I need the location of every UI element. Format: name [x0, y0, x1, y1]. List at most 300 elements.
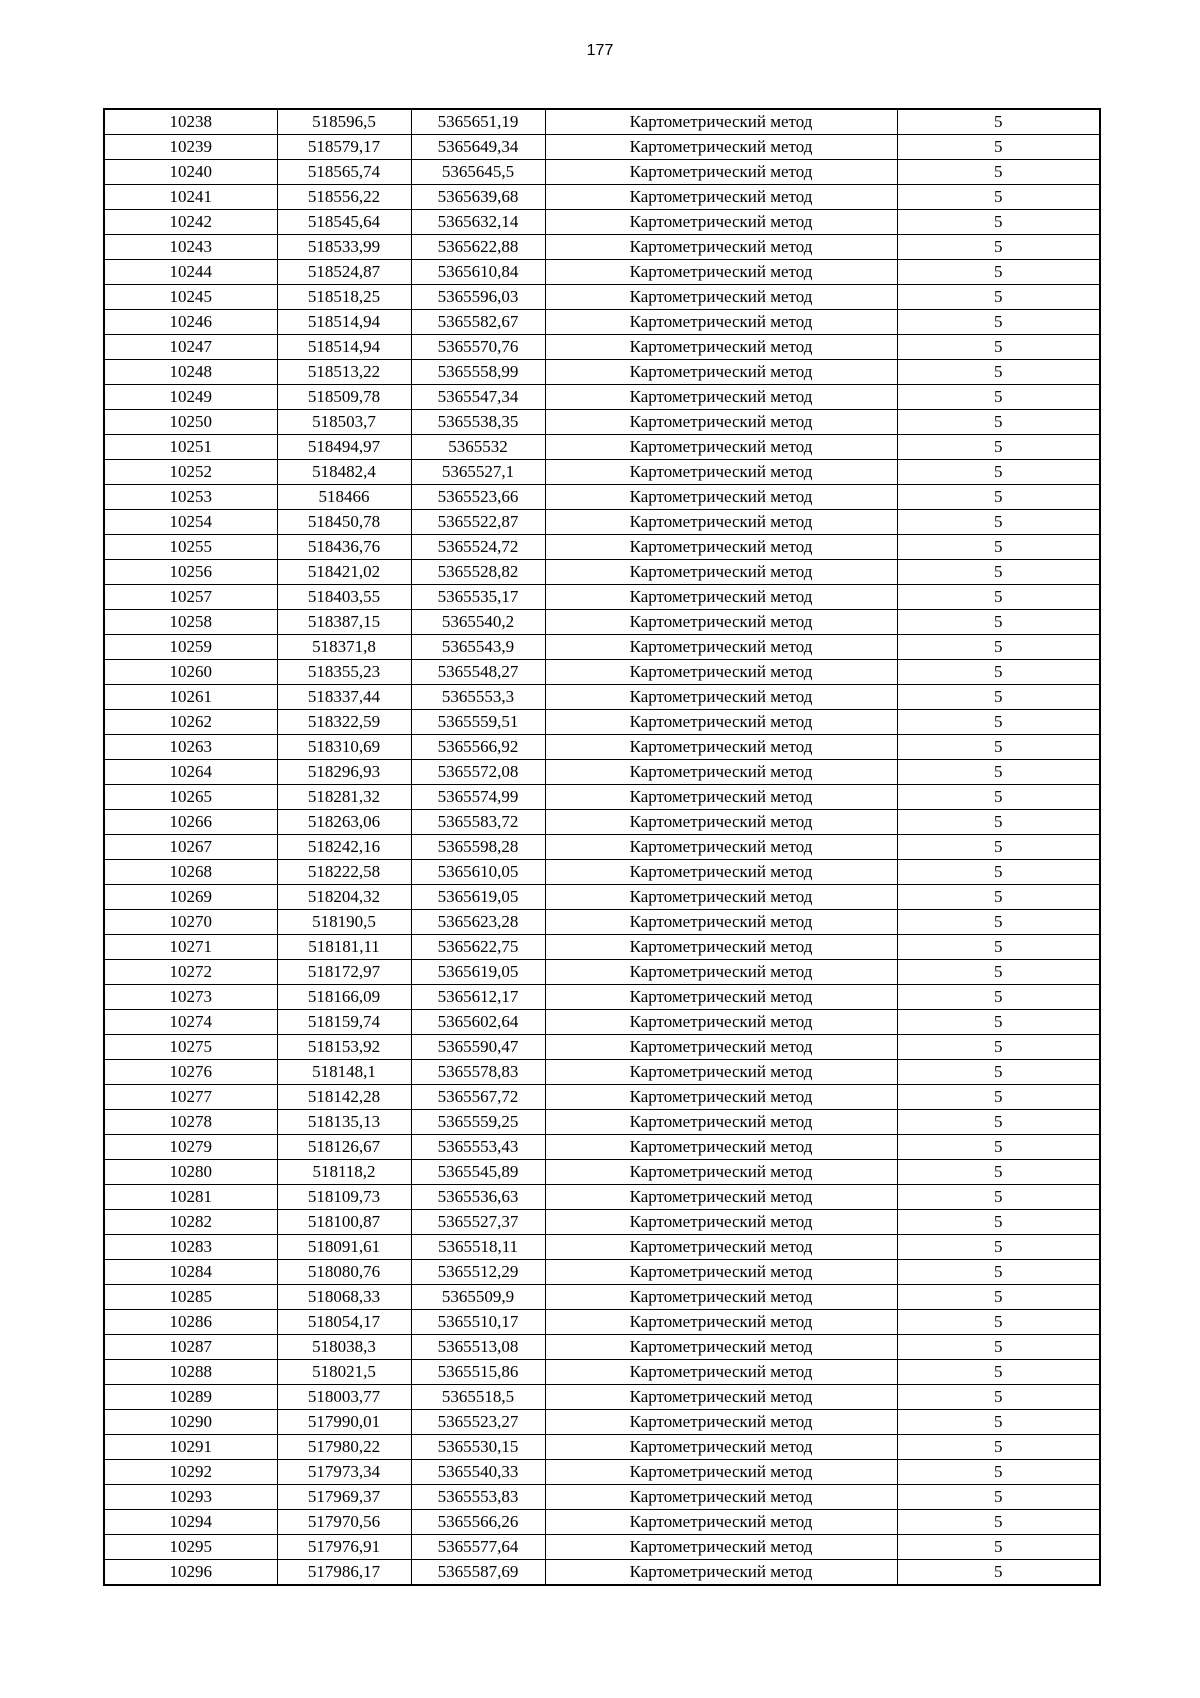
- method-cell: Картометрический метод: [545, 260, 897, 285]
- method-cell: Картометрический метод: [545, 835, 897, 860]
- y-coordinate-cell: 5365547,34: [411, 385, 545, 410]
- accuracy-cell: 5: [897, 185, 1100, 210]
- method-cell: Картометрический метод: [545, 1010, 897, 1035]
- x-coordinate-cell: 518421,02: [277, 560, 411, 585]
- y-coordinate-cell: 5365583,72: [411, 810, 545, 835]
- x-coordinate-cell: 518514,94: [277, 335, 411, 360]
- accuracy-cell: 5: [897, 685, 1100, 710]
- method-cell: Картометрический метод: [545, 510, 897, 535]
- x-coordinate-cell: 518509,78: [277, 385, 411, 410]
- method-cell: Картометрический метод: [545, 535, 897, 560]
- point-number-cell: 10249: [104, 385, 277, 410]
- accuracy-cell: 5: [897, 1410, 1100, 1435]
- table-row: [104, 109, 1100, 135]
- x-coordinate-cell: 518135,13: [277, 1110, 411, 1135]
- point-number-cell: 10252: [104, 460, 277, 485]
- y-coordinate-cell: 5365582,67: [411, 310, 545, 335]
- method-cell: Картометрический метод: [545, 1285, 897, 1310]
- method-cell: Картометрический метод: [545, 685, 897, 710]
- method-cell: Картометрический метод: [545, 1085, 897, 1110]
- method-cell: Картометрический метод: [545, 1160, 897, 1185]
- point-number-cell: 10295: [104, 1535, 277, 1560]
- point-number-cell: 10238: [104, 109, 277, 135]
- x-coordinate-cell: 518054,17: [277, 1310, 411, 1335]
- method-cell: Картометрический метод: [545, 485, 897, 510]
- accuracy-cell: 5: [897, 1360, 1100, 1385]
- accuracy-cell: 5: [897, 1160, 1100, 1185]
- method-cell: Картометрический метод: [545, 785, 897, 810]
- accuracy-cell: 5: [897, 1310, 1100, 1335]
- method-cell: Картометрический метод: [545, 760, 897, 785]
- table-row: [104, 485, 1100, 510]
- table-row: [104, 1410, 1100, 1435]
- table-row: [104, 810, 1100, 835]
- accuracy-cell: 5: [897, 835, 1100, 860]
- accuracy-cell: 5: [897, 1335, 1100, 1360]
- table-row: [104, 785, 1100, 810]
- point-number-cell: 10280: [104, 1160, 277, 1185]
- method-cell: Картометрический метод: [545, 285, 897, 310]
- y-coordinate-cell: 5365548,27: [411, 660, 545, 685]
- point-number-cell: 10259: [104, 635, 277, 660]
- point-number-cell: 10268: [104, 860, 277, 885]
- method-cell: Картометрический метод: [545, 1535, 897, 1560]
- x-coordinate-cell: 518355,23: [277, 660, 411, 685]
- y-coordinate-cell: 5365510,17: [411, 1310, 545, 1335]
- table-row: [104, 1460, 1100, 1485]
- y-coordinate-cell: 5365523,27: [411, 1410, 545, 1435]
- point-number-cell: 10293: [104, 1485, 277, 1510]
- point-number-cell: 10242: [104, 210, 277, 235]
- point-number-cell: 10269: [104, 885, 277, 910]
- y-coordinate-cell: 5365512,29: [411, 1260, 545, 1285]
- y-coordinate-cell: 5365570,76: [411, 335, 545, 360]
- accuracy-cell: 5: [897, 785, 1100, 810]
- method-cell: Картометрический метод: [545, 710, 897, 735]
- method-cell: Картометрический метод: [545, 610, 897, 635]
- x-coordinate-cell: 518091,61: [277, 1235, 411, 1260]
- table-row: [104, 460, 1100, 485]
- table-row: [104, 660, 1100, 685]
- table-row: [104, 1035, 1100, 1060]
- method-cell: Картометрический метод: [545, 385, 897, 410]
- x-coordinate-cell: 518450,78: [277, 510, 411, 535]
- accuracy-cell: 5: [897, 385, 1100, 410]
- method-cell: Картометрический метод: [545, 1135, 897, 1160]
- table-row: [104, 310, 1100, 335]
- accuracy-cell: 5: [897, 960, 1100, 985]
- point-number-cell: 10265: [104, 785, 277, 810]
- point-number-cell: 10289: [104, 1385, 277, 1410]
- method-cell: Картометрический метод: [545, 109, 897, 135]
- method-cell: Картометрический метод: [545, 310, 897, 335]
- y-coordinate-cell: 5365509,9: [411, 1285, 545, 1310]
- method-cell: Картометрический метод: [545, 1185, 897, 1210]
- table-row: [104, 1385, 1100, 1410]
- table-row: [104, 835, 1100, 860]
- y-coordinate-cell: 5365577,64: [411, 1535, 545, 1560]
- table-row: [104, 1510, 1100, 1535]
- accuracy-cell: 5: [897, 460, 1100, 485]
- x-coordinate-cell: 518263,06: [277, 810, 411, 835]
- table-row: [104, 360, 1100, 385]
- accuracy-cell: 5: [897, 1210, 1100, 1235]
- table-row: [104, 1485, 1100, 1510]
- y-coordinate-cell: 5365578,83: [411, 1060, 545, 1085]
- y-coordinate-cell: 5365574,99: [411, 785, 545, 810]
- table-row: [104, 1185, 1100, 1210]
- y-coordinate-cell: 5365553,83: [411, 1485, 545, 1510]
- table-row: [104, 1160, 1100, 1185]
- method-cell: Картометрический метод: [545, 460, 897, 485]
- method-cell: Картометрический метод: [545, 1260, 897, 1285]
- point-number-cell: 10258: [104, 610, 277, 635]
- y-coordinate-cell: 5365649,34: [411, 135, 545, 160]
- accuracy-cell: 5: [897, 810, 1100, 835]
- x-coordinate-cell: 517990,01: [277, 1410, 411, 1435]
- x-coordinate-cell: 518142,28: [277, 1085, 411, 1110]
- accuracy-cell: 5: [897, 1260, 1100, 1285]
- table-row: [104, 260, 1100, 285]
- y-coordinate-cell: 5365553,3: [411, 685, 545, 710]
- method-cell: Картометрический метод: [545, 1410, 897, 1435]
- table-row: [104, 885, 1100, 910]
- accuracy-cell: 5: [897, 635, 1100, 660]
- x-coordinate-cell: 518513,22: [277, 360, 411, 385]
- y-coordinate-cell: 5365622,75: [411, 935, 545, 960]
- y-coordinate-cell: 5365559,25: [411, 1110, 545, 1135]
- y-coordinate-cell: 5365612,17: [411, 985, 545, 1010]
- table-row: [104, 560, 1100, 585]
- accuracy-cell: 5: [897, 985, 1100, 1010]
- method-cell: Картометрический метод: [545, 635, 897, 660]
- x-coordinate-cell: 518503,7: [277, 410, 411, 435]
- x-coordinate-cell: 518100,87: [277, 1210, 411, 1235]
- y-coordinate-cell: 5365572,08: [411, 760, 545, 785]
- table-row: [104, 185, 1100, 210]
- y-coordinate-cell: 5365559,51: [411, 710, 545, 735]
- method-cell: Картометрический метод: [545, 810, 897, 835]
- table-row: [104, 1335, 1100, 1360]
- method-cell: Картометрический метод: [545, 210, 897, 235]
- point-number-cell: 10264: [104, 760, 277, 785]
- table-row: [104, 435, 1100, 460]
- accuracy-cell: 5: [897, 285, 1100, 310]
- point-number-cell: 10288: [104, 1360, 277, 1385]
- x-coordinate-cell: 518181,11: [277, 935, 411, 960]
- accuracy-cell: 5: [897, 435, 1100, 460]
- x-coordinate-cell: 518222,58: [277, 860, 411, 885]
- x-coordinate-cell: 518126,67: [277, 1135, 411, 1160]
- x-coordinate-cell: 518148,1: [277, 1060, 411, 1085]
- method-cell: Картометрический метод: [545, 1435, 897, 1460]
- accuracy-cell: 5: [897, 1010, 1100, 1035]
- point-number-cell: 10246: [104, 310, 277, 335]
- point-number-cell: 10251: [104, 435, 277, 460]
- y-coordinate-cell: 5365590,47: [411, 1035, 545, 1060]
- method-cell: Картометрический метод: [545, 935, 897, 960]
- x-coordinate-cell: 518153,92: [277, 1035, 411, 1060]
- accuracy-cell: 5: [897, 1085, 1100, 1110]
- table-row: [104, 610, 1100, 635]
- point-number-cell: 10278: [104, 1110, 277, 1135]
- y-coordinate-cell: 5365632,14: [411, 210, 545, 235]
- point-number-cell: 10244: [104, 260, 277, 285]
- y-coordinate-cell: 5365543,9: [411, 635, 545, 660]
- y-coordinate-cell: 5365540,2: [411, 610, 545, 635]
- x-coordinate-cell: 518403,55: [277, 585, 411, 610]
- accuracy-cell: 5: [897, 1110, 1100, 1135]
- accuracy-cell: 5: [897, 310, 1100, 335]
- table-row: [104, 1235, 1100, 1260]
- accuracy-cell: 5: [897, 1135, 1100, 1160]
- method-cell: Картометрический метод: [545, 735, 897, 760]
- x-coordinate-cell: 518003,77: [277, 1385, 411, 1410]
- y-coordinate-cell: 5365645,5: [411, 160, 545, 185]
- accuracy-cell: 5: [897, 260, 1100, 285]
- accuracy-cell: 5: [897, 1060, 1100, 1085]
- y-coordinate-cell: 5365538,35: [411, 410, 545, 435]
- accuracy-cell: 5: [897, 885, 1100, 910]
- accuracy-cell: 5: [897, 1535, 1100, 1560]
- table-row: [104, 1210, 1100, 1235]
- accuracy-cell: 5: [897, 1560, 1100, 1586]
- y-coordinate-cell: 5365639,68: [411, 185, 545, 210]
- accuracy-cell: 5: [897, 610, 1100, 635]
- method-cell: Картометрический метод: [545, 1360, 897, 1385]
- accuracy-cell: 5: [897, 760, 1100, 785]
- point-number-cell: 10260: [104, 660, 277, 685]
- method-cell: Картометрический метод: [545, 135, 897, 160]
- x-coordinate-cell: 518579,17: [277, 135, 411, 160]
- accuracy-cell: 5: [897, 1185, 1100, 1210]
- accuracy-cell: 5: [897, 1460, 1100, 1485]
- table-row: [104, 1360, 1100, 1385]
- x-coordinate-cell: 518242,16: [277, 835, 411, 860]
- method-cell: Картометрический метод: [545, 560, 897, 585]
- method-cell: Картометрический метод: [545, 1210, 897, 1235]
- point-number-cell: 10290: [104, 1410, 277, 1435]
- y-coordinate-cell: 5365528,82: [411, 560, 545, 585]
- accuracy-cell: 5: [897, 1035, 1100, 1060]
- accuracy-cell: 5: [897, 560, 1100, 585]
- y-coordinate-cell: 5365524,72: [411, 535, 545, 560]
- x-coordinate-cell: 517969,37: [277, 1485, 411, 1510]
- point-number-cell: 10263: [104, 735, 277, 760]
- x-coordinate-cell: 518021,5: [277, 1360, 411, 1385]
- table-row: [104, 335, 1100, 360]
- point-number-cell: 10248: [104, 360, 277, 385]
- method-cell: Картометрический метод: [545, 1460, 897, 1485]
- y-coordinate-cell: 5365619,05: [411, 885, 545, 910]
- method-cell: Картометрический метод: [545, 1510, 897, 1535]
- point-number-cell: 10266: [104, 810, 277, 835]
- y-coordinate-cell: 5365566,92: [411, 735, 545, 760]
- table-row: [104, 1535, 1100, 1560]
- accuracy-cell: 5: [897, 1235, 1100, 1260]
- table-row: [104, 935, 1100, 960]
- x-coordinate-cell: 518436,76: [277, 535, 411, 560]
- point-number-cell: 10281: [104, 1185, 277, 1210]
- point-number-cell: 10287: [104, 1335, 277, 1360]
- x-coordinate-cell: 518596,5: [277, 109, 411, 135]
- point-number-cell: 10276: [104, 1060, 277, 1085]
- method-cell: Картометрический метод: [545, 1485, 897, 1510]
- y-coordinate-cell: 5365623,28: [411, 910, 545, 935]
- y-coordinate-cell: 5365553,43: [411, 1135, 545, 1160]
- x-coordinate-cell: 518080,76: [277, 1260, 411, 1285]
- table-row: [104, 960, 1100, 985]
- page-number: 177: [586, 42, 614, 59]
- table-row: [104, 235, 1100, 260]
- x-coordinate-cell: 518172,97: [277, 960, 411, 985]
- table-row: [104, 1560, 1100, 1586]
- y-coordinate-cell: 5365598,28: [411, 835, 545, 860]
- point-number-cell: 10283: [104, 1235, 277, 1260]
- x-coordinate-cell: 517986,17: [277, 1560, 411, 1586]
- table-row: [104, 1260, 1100, 1285]
- method-cell: Картометрический метод: [545, 860, 897, 885]
- accuracy-cell: 5: [897, 935, 1100, 960]
- method-cell: Картометрический метод: [545, 910, 897, 935]
- method-cell: Картометрический метод: [545, 585, 897, 610]
- point-number-cell: 10255: [104, 535, 277, 560]
- accuracy-cell: 5: [897, 710, 1100, 735]
- point-number-cell: 10241: [104, 185, 277, 210]
- point-number-cell: 10271: [104, 935, 277, 960]
- method-cell: Картометрический метод: [545, 360, 897, 385]
- accuracy-cell: 5: [897, 660, 1100, 685]
- accuracy-cell: 5: [897, 210, 1100, 235]
- table-row: [104, 1060, 1100, 1085]
- point-number-cell: 10272: [104, 960, 277, 985]
- point-number-cell: 10267: [104, 835, 277, 860]
- table-row: [104, 710, 1100, 735]
- accuracy-cell: 5: [897, 860, 1100, 885]
- accuracy-cell: 5: [897, 510, 1100, 535]
- table-row: [104, 385, 1100, 410]
- accuracy-cell: 5: [897, 535, 1100, 560]
- x-coordinate-cell: 518118,2: [277, 1160, 411, 1185]
- x-coordinate-cell: 518482,4: [277, 460, 411, 485]
- y-coordinate-cell: 5365540,33: [411, 1460, 545, 1485]
- y-coordinate-cell: 5365587,69: [411, 1560, 545, 1586]
- accuracy-cell: 5: [897, 1510, 1100, 1535]
- y-coordinate-cell: 5365518,11: [411, 1235, 545, 1260]
- coordinates-table: [103, 108, 1101, 1586]
- point-number-cell: 10243: [104, 235, 277, 260]
- accuracy-cell: 5: [897, 109, 1100, 135]
- table-row: [104, 285, 1100, 310]
- method-cell: Картометрический метод: [545, 185, 897, 210]
- table-row: [104, 1285, 1100, 1310]
- y-coordinate-cell: 5365522,87: [411, 510, 545, 535]
- x-coordinate-cell: 518337,44: [277, 685, 411, 710]
- x-coordinate-cell: 518565,74: [277, 160, 411, 185]
- x-coordinate-cell: 517976,91: [277, 1535, 411, 1560]
- point-number-cell: 10261: [104, 685, 277, 710]
- x-coordinate-cell: 518514,94: [277, 310, 411, 335]
- point-number-cell: 10282: [104, 1210, 277, 1235]
- table-row: [104, 135, 1100, 160]
- point-number-cell: 10294: [104, 1510, 277, 1535]
- table-row: [104, 860, 1100, 885]
- accuracy-cell: 5: [897, 1485, 1100, 1510]
- x-coordinate-cell: 518494,97: [277, 435, 411, 460]
- method-cell: Картометрический метод: [545, 660, 897, 685]
- table-row: [104, 585, 1100, 610]
- table-row: [104, 685, 1100, 710]
- x-coordinate-cell: 518296,93: [277, 760, 411, 785]
- table-row: [104, 1085, 1100, 1110]
- point-number-cell: 10291: [104, 1435, 277, 1460]
- point-number-cell: 10270: [104, 910, 277, 935]
- x-coordinate-cell: 518518,25: [277, 285, 411, 310]
- y-coordinate-cell: 5365545,89: [411, 1160, 545, 1185]
- y-coordinate-cell: 5365622,88: [411, 235, 545, 260]
- x-coordinate-cell: 518556,22: [277, 185, 411, 210]
- x-coordinate-cell: 518545,64: [277, 210, 411, 235]
- method-cell: Картометрический метод: [545, 1310, 897, 1335]
- y-coordinate-cell: 5365536,63: [411, 1185, 545, 1210]
- table-row: [104, 1435, 1100, 1460]
- method-cell: Картометрический метод: [545, 1035, 897, 1060]
- accuracy-cell: 5: [897, 1385, 1100, 1410]
- x-coordinate-cell: 517970,56: [277, 1510, 411, 1535]
- x-coordinate-cell: 518038,3: [277, 1335, 411, 1360]
- accuracy-cell: 5: [897, 135, 1100, 160]
- y-coordinate-cell: 5365610,84: [411, 260, 545, 285]
- accuracy-cell: 5: [897, 360, 1100, 385]
- accuracy-cell: 5: [897, 735, 1100, 760]
- y-coordinate-cell: 5365513,08: [411, 1335, 545, 1360]
- accuracy-cell: 5: [897, 410, 1100, 435]
- point-number-cell: 10296: [104, 1560, 277, 1586]
- accuracy-cell: 5: [897, 160, 1100, 185]
- y-coordinate-cell: 5365523,66: [411, 485, 545, 510]
- point-number-cell: 10245: [104, 285, 277, 310]
- y-coordinate-cell: 5365619,05: [411, 960, 545, 985]
- table-row: [104, 760, 1100, 785]
- x-coordinate-cell: 518109,73: [277, 1185, 411, 1210]
- table-row: [104, 910, 1100, 935]
- point-number-cell: 10279: [104, 1135, 277, 1160]
- point-number-cell: 10273: [104, 985, 277, 1010]
- accuracy-cell: 5: [897, 585, 1100, 610]
- accuracy-cell: 5: [897, 485, 1100, 510]
- method-cell: Картометрический метод: [545, 1110, 897, 1135]
- point-number-cell: 10247: [104, 335, 277, 360]
- point-number-cell: 10286: [104, 1310, 277, 1335]
- accuracy-cell: 5: [897, 335, 1100, 360]
- point-number-cell: 10277: [104, 1085, 277, 1110]
- table-row: [104, 510, 1100, 535]
- table-row: [104, 1135, 1100, 1160]
- table-row: [104, 210, 1100, 235]
- point-number-cell: 10254: [104, 510, 277, 535]
- y-coordinate-cell: 5365518,5: [411, 1385, 545, 1410]
- method-cell: Картометрический метод: [545, 960, 897, 985]
- y-coordinate-cell: 5365602,64: [411, 1010, 545, 1035]
- x-coordinate-cell: 517980,22: [277, 1435, 411, 1460]
- point-number-cell: 10257: [104, 585, 277, 610]
- table-row: [104, 1110, 1100, 1135]
- y-coordinate-cell: 5365558,99: [411, 360, 545, 385]
- method-cell: Картометрический метод: [545, 435, 897, 460]
- table-row: [104, 635, 1100, 660]
- point-number-cell: 10240: [104, 160, 277, 185]
- accuracy-cell: 5: [897, 910, 1100, 935]
